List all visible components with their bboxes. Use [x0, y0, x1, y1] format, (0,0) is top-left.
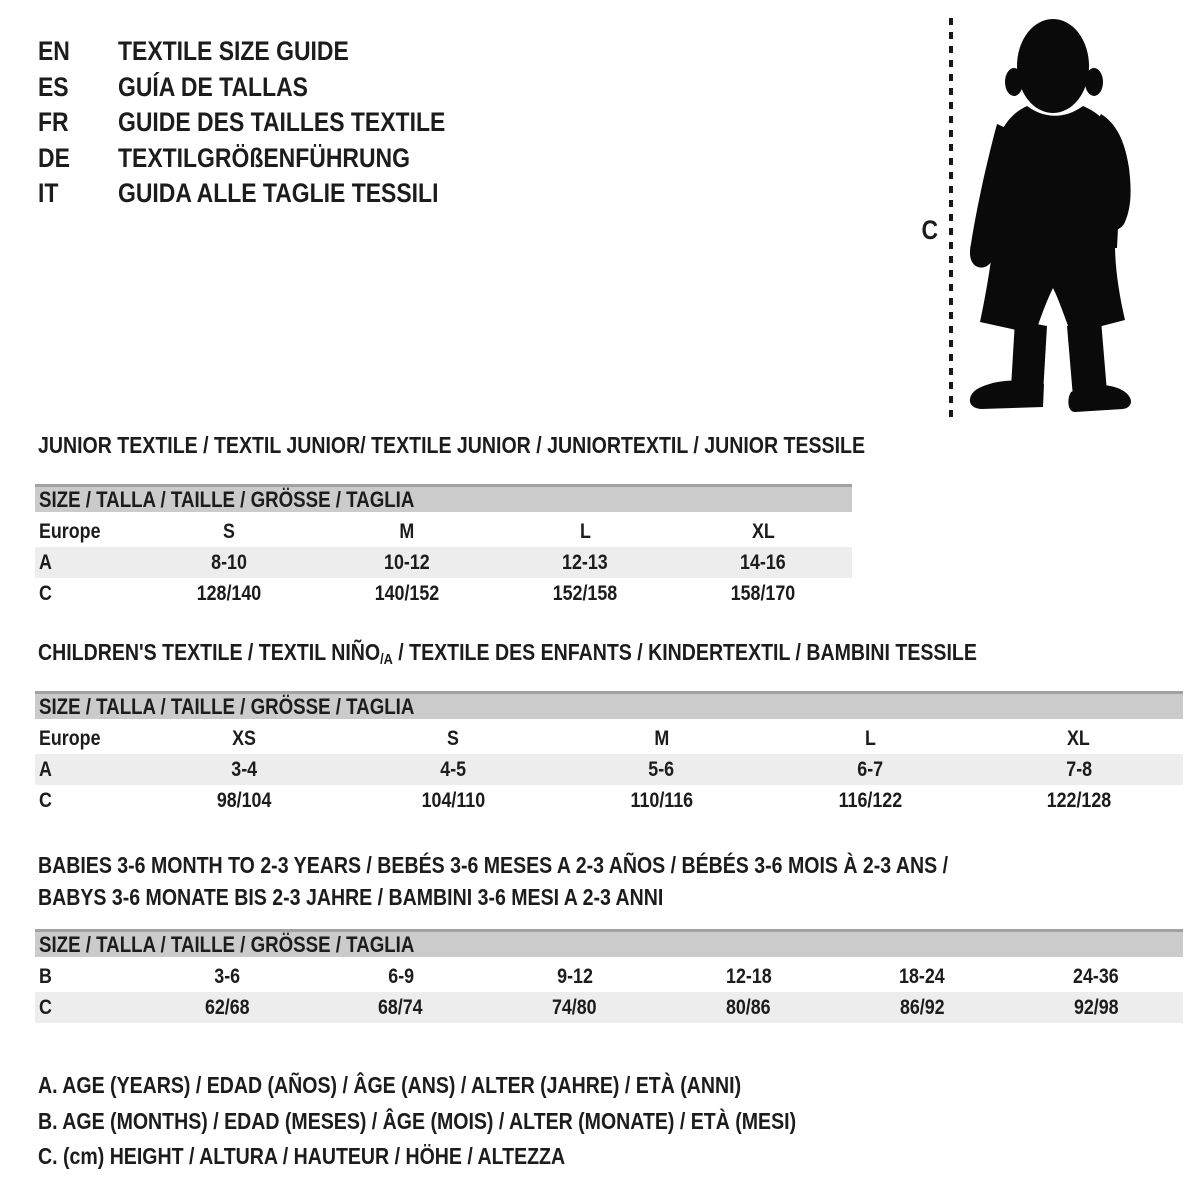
junior-section-title [38, 432, 1011, 459]
cell-text: S [446, 726, 459, 750]
language-title-text: GUÍA DE TALLAS [118, 71, 308, 102]
height-measure-label-text: C [921, 215, 939, 245]
table-row [35, 961, 1183, 992]
cell-text: 14-16 [740, 550, 786, 574]
row-label-text: C [39, 581, 52, 605]
size-table-header [35, 484, 852, 512]
row-label [35, 551, 140, 575]
language-code-text: IT [38, 178, 59, 209]
babies-size-table [35, 929, 1183, 1023]
cell-text: 3-6 [214, 964, 240, 988]
table-row [35, 723, 1183, 754]
cell-text: 9-12 [556, 964, 593, 988]
legend-line-a-text: A. AGE (YEARS) / EDAD (AÑOS) / ÂGE (ANS) / ALTER (JAHRE) / ETÀ (ANNI) [38, 1072, 742, 1099]
table-cell [488, 965, 662, 989]
table-cell [140, 789, 349, 813]
legend-line-b-text: B. AGE (MONTHS) / EDAD (MESES) / ÂGE (MOIS) / ALTER (MONATE) / ETÀ (MESI) [38, 1107, 797, 1134]
language-code [38, 143, 118, 174]
table-cell [140, 520, 318, 544]
table-cell [661, 965, 835, 989]
cell-text: 86/92 [899, 995, 945, 1019]
table-cell [974, 789, 1183, 813]
table-row [35, 754, 1183, 785]
table-row [35, 578, 852, 609]
table-cell [496, 520, 674, 544]
cell-text: 80/86 [726, 995, 771, 1019]
row-label [35, 996, 140, 1020]
cell-text: 8-10 [211, 550, 247, 574]
table-cell [318, 520, 496, 544]
language-row [38, 176, 503, 212]
language-code-text: ES [38, 71, 69, 102]
cell-text: S [223, 519, 235, 543]
row-label [35, 582, 140, 606]
table-cell [496, 551, 674, 575]
language-title-list [38, 34, 503, 212]
cell-text: 74/80 [552, 995, 597, 1019]
language-title-text: GUIDE DES TAILLES TEXTILE [118, 107, 446, 138]
row-label-text: C [39, 995, 52, 1019]
table-cell [557, 758, 766, 782]
cell-text: 12-18 [725, 964, 772, 988]
table-cell [766, 758, 975, 782]
cell-text: 10-12 [384, 550, 430, 574]
measure-legend [38, 1068, 930, 1175]
table-cell [557, 789, 766, 813]
table-row [35, 547, 852, 578]
size-table-header [35, 691, 1183, 719]
babies-title-line2 [38, 881, 1109, 913]
table-cell [766, 727, 975, 751]
table-cell [674, 520, 852, 544]
language-code-text: EN [38, 36, 70, 67]
row-label [35, 789, 140, 813]
cell-text: 6-7 [857, 757, 883, 781]
language-title-text: TEXTILE SIZE GUIDE [118, 36, 349, 67]
language-title [118, 72, 503, 103]
table-cell [974, 727, 1183, 751]
cell-text: 116/122 [838, 788, 902, 812]
language-title [118, 143, 503, 174]
cell-text: 18-24 [899, 964, 946, 988]
cell-text: XS [232, 726, 257, 750]
table-cell [140, 551, 318, 575]
children-section-title-text [38, 639, 977, 668]
junior-section-title-text: JUNIOR TEXTILE / TEXTIL JUNIOR/ TEXTILE JUNIOR / JUNIORTEXTIL / JUNIOR TESSILE [38, 432, 866, 458]
cell-text: 7-8 [1065, 757, 1092, 781]
row-label-text: A [39, 757, 52, 781]
cell-text: XL [1067, 726, 1091, 750]
language-title-text: TEXTILGRÖßENFÜHRUNG [118, 142, 410, 173]
language-code-text: DE [38, 142, 70, 173]
cell-text: 152/158 [552, 581, 618, 605]
cell-text: 110/116 [630, 788, 693, 812]
table-cell [349, 789, 558, 813]
language-row [38, 141, 503, 177]
language-title [118, 36, 503, 67]
language-title-text: GUIDA ALLE TAGLIE TESSILI [118, 178, 439, 209]
language-code [38, 107, 118, 138]
row-label-text: C [39, 788, 52, 812]
table-cell [314, 996, 488, 1020]
cell-text: 104/110 [421, 788, 485, 812]
table-row [35, 516, 852, 547]
table-cell [1009, 965, 1183, 989]
table-cell [140, 758, 349, 782]
table-cell [488, 996, 662, 1020]
language-code-text: FR [38, 107, 69, 138]
language-code [38, 36, 118, 67]
cell-text: 6-9 [387, 964, 414, 988]
title-part: / TEXTILE DES ENFANTS / KINDERTEXTIL / BAMBINI TESSILE [392, 639, 977, 665]
language-code [38, 178, 118, 209]
title-part: CHILDREN'S TEXTILE / TEXTIL NIÑO [38, 639, 381, 665]
cell-text: 62/68 [204, 995, 250, 1019]
row-label-text: Europe [39, 519, 101, 543]
babies-title-line2-text: BABYS 3-6 MONATE BIS 2-3 JAHRE / BAMBINI 3-6 MESI A 2-3 ANNI [38, 884, 664, 910]
language-row [38, 105, 503, 141]
size-table-header [35, 929, 1183, 957]
table-cell [314, 965, 488, 989]
row-label [35, 965, 140, 989]
table-cell [835, 996, 1009, 1020]
legend-line-c-text: C. (cm) HEIGHT / ALTURA / HAUTEUR / HÖHE / ALTEZZA [38, 1143, 566, 1170]
row-label [35, 727, 140, 751]
cell-text: 3-4 [231, 757, 258, 781]
language-title [118, 178, 503, 209]
row-label-text: A [39, 550, 52, 574]
size-header-text: SIZE / TALLA / TAILLE / GRÖSSE / TAGLIA [39, 486, 415, 512]
table-cell [766, 789, 975, 813]
table-cell [349, 727, 558, 751]
babies-title-line1-text: BABIES 3-6 MONTH TO 2-3 YEARS / BEBÉS 3-6 MESES A 2-3 AÑOS / BÉBÉS 3-6 MOIS À 2-3 ANS / [38, 852, 949, 878]
cell-text: 4-5 [439, 757, 466, 781]
table-cell [349, 758, 558, 782]
cell-text: 128/140 [196, 581, 262, 605]
babies-section-title [38, 849, 1109, 913]
language-title [118, 107, 503, 138]
cell-text: XL [751, 519, 775, 543]
row-label [35, 758, 140, 782]
cell-text: M [399, 519, 415, 543]
junior-size-table [35, 484, 852, 609]
language-row [38, 70, 503, 106]
size-header-text: SIZE / TALLA / TAILLE / GRÖSSE / TAGLIA [39, 931, 415, 957]
cell-text: 68/74 [378, 995, 424, 1019]
table-cell [140, 727, 349, 751]
table-cell [318, 582, 496, 606]
legend-line-b [38, 1104, 930, 1140]
children-size-table [35, 691, 1183, 816]
row-label [35, 520, 140, 544]
cell-text: L [579, 519, 591, 543]
babies-title-line1 [38, 849, 1109, 881]
cell-text: 122/128 [1046, 788, 1111, 812]
row-label-text: B [39, 964, 52, 988]
toddler-silhouette-icon [963, 16, 1135, 418]
table-cell [140, 996, 314, 1020]
legend-line-c [38, 1139, 930, 1175]
table-cell [1009, 996, 1183, 1020]
cell-text: 5-6 [648, 757, 675, 781]
cell-text: 92/98 [1073, 995, 1119, 1019]
table-row [35, 785, 1183, 816]
table-cell [557, 727, 766, 751]
legend-line-a [38, 1068, 930, 1104]
table-cell [835, 965, 1009, 989]
language-code [38, 72, 118, 103]
table-cell [674, 582, 852, 606]
cell-text: L [864, 726, 876, 750]
table-cell [318, 551, 496, 575]
cell-text: M [654, 726, 669, 750]
size-header-text: SIZE / TALLA / TAILLE / GRÖSSE / TAGLIA [39, 693, 415, 719]
table-cell [140, 582, 318, 606]
height-dashed-line [949, 18, 953, 417]
table-row [35, 992, 1183, 1023]
cell-text: 158/170 [730, 581, 796, 605]
table-cell [140, 965, 314, 989]
cell-text: 12-13 [562, 550, 608, 574]
table-cell [496, 582, 674, 606]
title-part-subscript: /A [380, 651, 393, 668]
row-label-text: Europe [39, 726, 101, 750]
cell-text: 24-36 [1073, 964, 1119, 988]
height-measure-label [920, 215, 940, 246]
language-row [38, 34, 503, 70]
table-cell [974, 758, 1183, 782]
cell-text: 98/104 [216, 788, 272, 812]
table-cell [661, 996, 835, 1020]
children-section-title [38, 639, 1143, 668]
table-cell [674, 551, 852, 575]
cell-text: 140/152 [374, 581, 440, 605]
